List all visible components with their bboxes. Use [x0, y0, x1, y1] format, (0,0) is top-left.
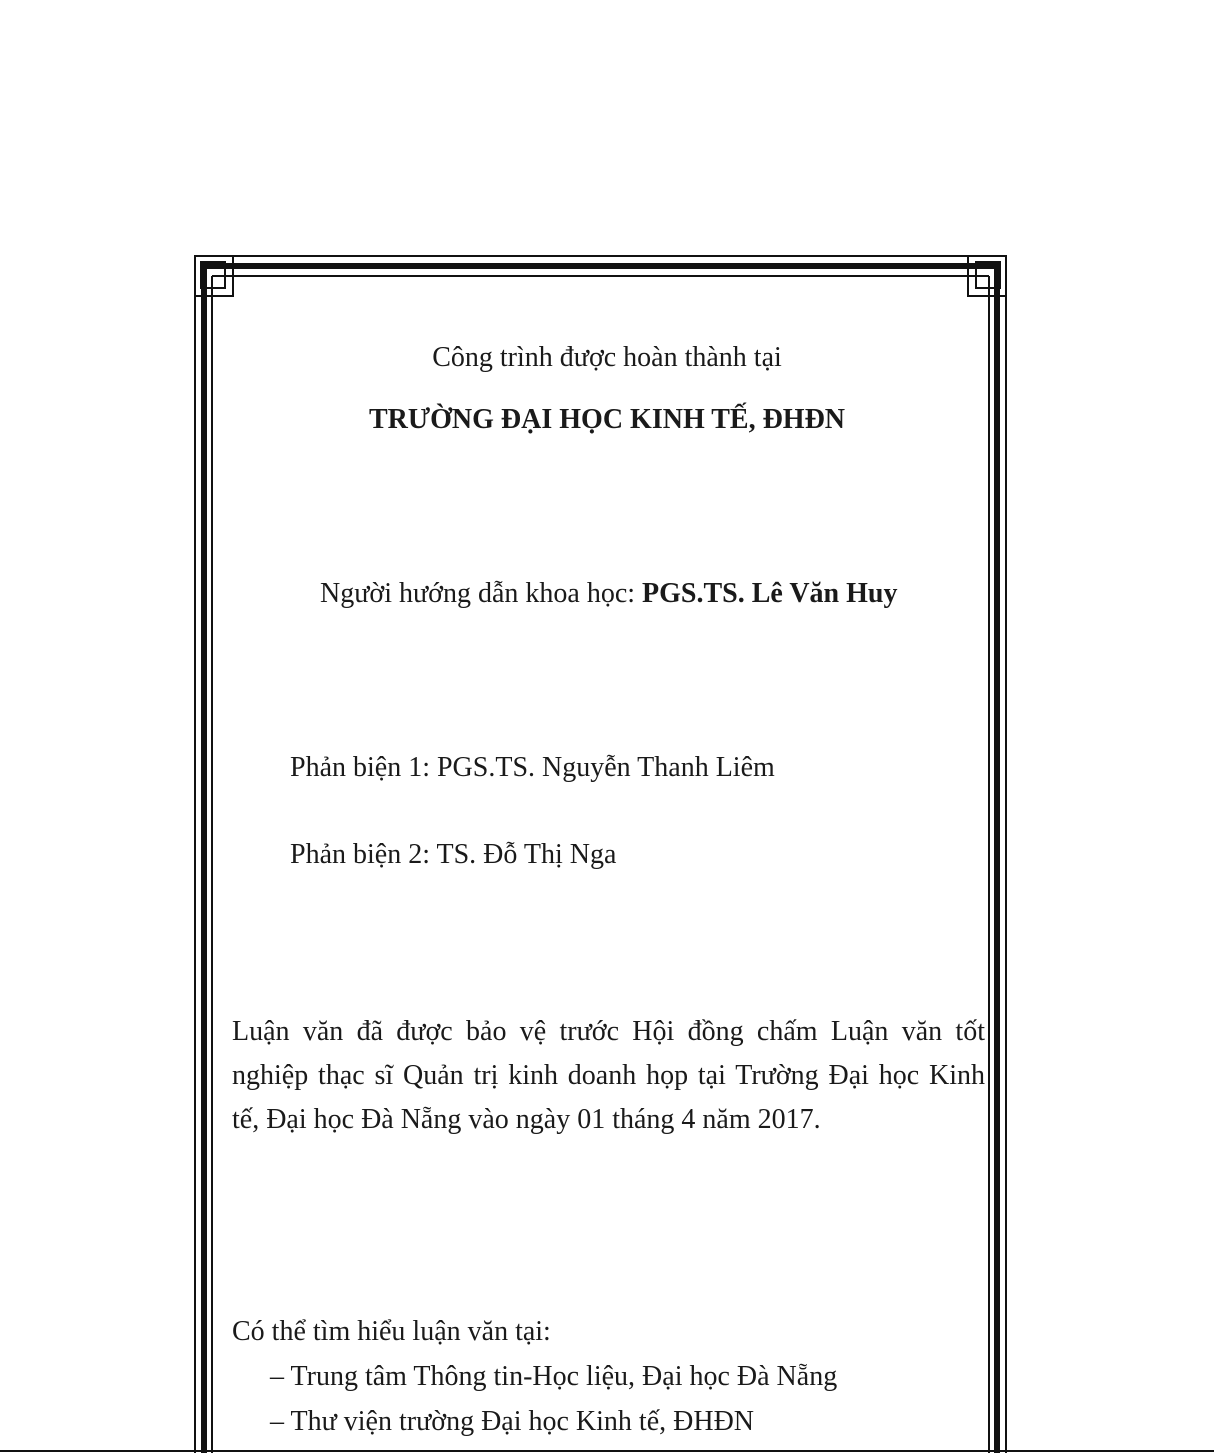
defense-paragraph — [232, 1010, 985, 1142]
defense-line: Luận văn đã được bảo vệ trước Hội đồng chấm Luận văn tốt — [232, 1016, 985, 1047]
library-item: – Thư viện trường Đại học Kinh tế, ĐHĐN — [270, 1406, 755, 1437]
defense-line: tế, Đại học Đà Nẵng vào ngày 01 tháng 4 năm 2017. — [232, 1104, 821, 1135]
library-item: – Trung tâm Thông tin-Học liệu, Đại học Đà Nẵng — [270, 1361, 838, 1392]
university-name: TRƯỜNG ĐẠI HỌC KINH TẾ, ĐHĐN — [368, 404, 846, 435]
defense-line: nghiệp thạc sĩ Quản trị kinh doanh họp tại Trường Đại học Kinh — [232, 1060, 985, 1091]
library-intro: Có thể tìm hiểu luận văn tại: — [232, 1316, 551, 1347]
reviewer-2: Phản biện 2: TS. Đỗ Thị Nga — [290, 839, 617, 870]
advisor-label: Người hướng dẫn khoa học: — [320, 578, 636, 609]
advisor-name: PGS.TS. Lê Văn Huy — [642, 578, 898, 609]
reviewer-1: Phản biện 1: PGS.TS. Nguyễn Thanh Liêm — [290, 752, 775, 783]
completion-note: Công trình được hoàn thành tại — [432, 342, 782, 373]
advisor-line — [320, 580, 897, 608]
